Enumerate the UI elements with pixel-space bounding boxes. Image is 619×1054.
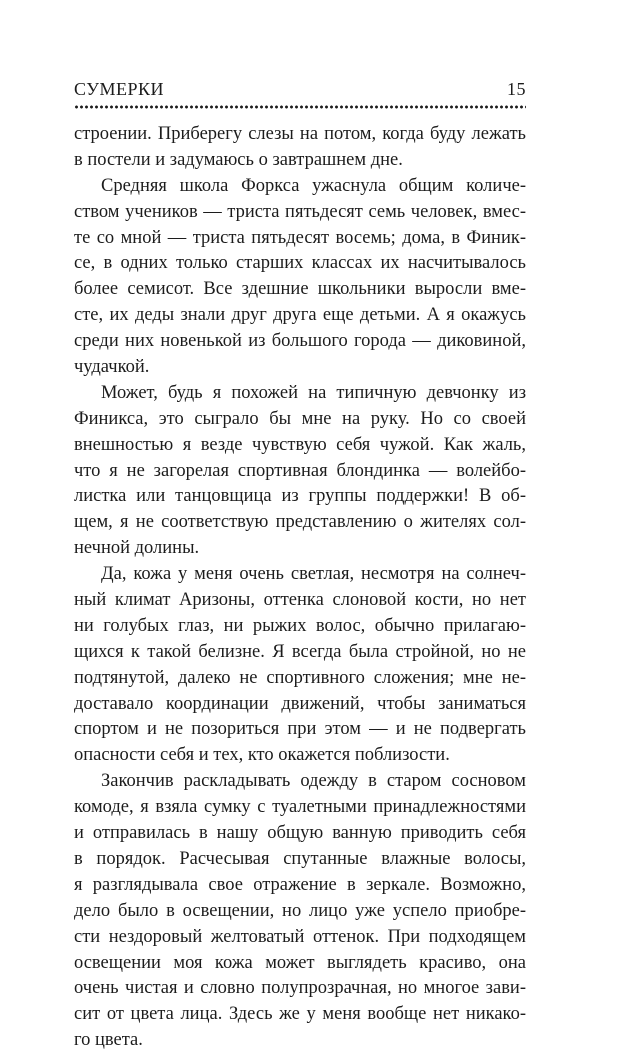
text-line: внешностью я везде чувствую себя чужой. Как жаль, <box>74 434 526 455</box>
text-line: комоде, я взяла сумку с туалетными принадлежностями <box>74 797 526 818</box>
text-line: се, в одних только старших классах их насчитывалось <box>74 253 526 274</box>
text-line: ный климат Аризоны, оттенка слоновой кости, но нет <box>74 590 526 611</box>
text-line: опасности себя и тех, кто окажется поблизости. <box>74 745 450 766</box>
text-line: ни голубых глаз, ни рыжих волос, обычно прилагаю- <box>74 615 526 636</box>
text-line: что я не загорелая спортивная блондинка — волейбо- <box>74 460 526 481</box>
dotted-rule <box>74 105 526 109</box>
text-line: в постели и задумаюсь о завтрашнем дне. <box>74 149 403 170</box>
body-text <box>74 122 526 1054</box>
text-line: в порядок. Расчесывая спутанные влажные волосы, <box>74 848 526 869</box>
text-line: строении. Приберегу слезы на потом, когда буду лежать <box>74 124 526 144</box>
text-line: листка или танцовщица из группы поддержки! В об- <box>74 486 526 507</box>
text-line: Финикса, это сыграло бы мне на руку. Но со своей <box>74 408 526 429</box>
text-line: сит от цвета лица. Здесь же у меня вообще нет никако- <box>74 1004 526 1025</box>
text-line: те со мной — триста пятьдесят восемь; дома, в Финик- <box>74 227 526 248</box>
text-line: щем, я не соответствую представлению о жителях сол- <box>74 512 526 533</box>
text-line: чудачкой. <box>74 357 150 378</box>
text-line: я разглядывала свое отражение в зеркале. Возможно, <box>74 874 526 895</box>
text-line: го цвета. <box>74 1030 143 1051</box>
text-line: подтянутой, далеко не спортивного сложения; мне не- <box>74 667 526 688</box>
text-line: доставало координации движений, чтобы заниматься <box>74 693 526 714</box>
text-line: более семисот. Все здешние школьники выросли вме- <box>74 279 526 300</box>
page-number: 15 <box>507 79 526 99</box>
text-line: Закончив раскладывать одежду в старом сосновом <box>101 771 526 792</box>
running-header <box>74 77 526 101</box>
text-line: Да, кожа у меня очень светлая, несмотря на солнеч- <box>101 564 526 585</box>
running-title: СУМЕРКИ <box>74 79 165 99</box>
text-line: освещении моя кожа может выглядеть красиво, она <box>74 952 526 973</box>
text-line: сте, их деды знали друг друга еще детьми. А я окажусь <box>74 305 526 326</box>
text-line: ством учеников — триста пятьдесят семь человек, вмес- <box>74 201 526 222</box>
text-line: щихся к такой белизне. Я всегда была стройной, но не <box>74 641 526 662</box>
text-line: очень чистая и словно полупрозрачная, но многое зави- <box>74 978 526 999</box>
text-line: сти нездоровый желтоватый оттенок. При подходящем <box>74 926 526 947</box>
text-line: Может, будь я похожей на типичную девчонку из <box>101 382 526 403</box>
text-line: дело было в освещении, но лицо уже успело приобре- <box>74 900 526 921</box>
text-line: нечной долины. <box>74 538 200 559</box>
text-line: и отправилась в нашу общую ванную приводить себя <box>74 823 526 844</box>
text-line: Средняя школа Форкса ужаснула общим количе- <box>101 175 526 196</box>
text-line: среди них новенькой из большого города — диковиной, <box>74 331 526 352</box>
text-line: спортом и не позориться при этом — и не подвергать <box>74 719 526 740</box>
